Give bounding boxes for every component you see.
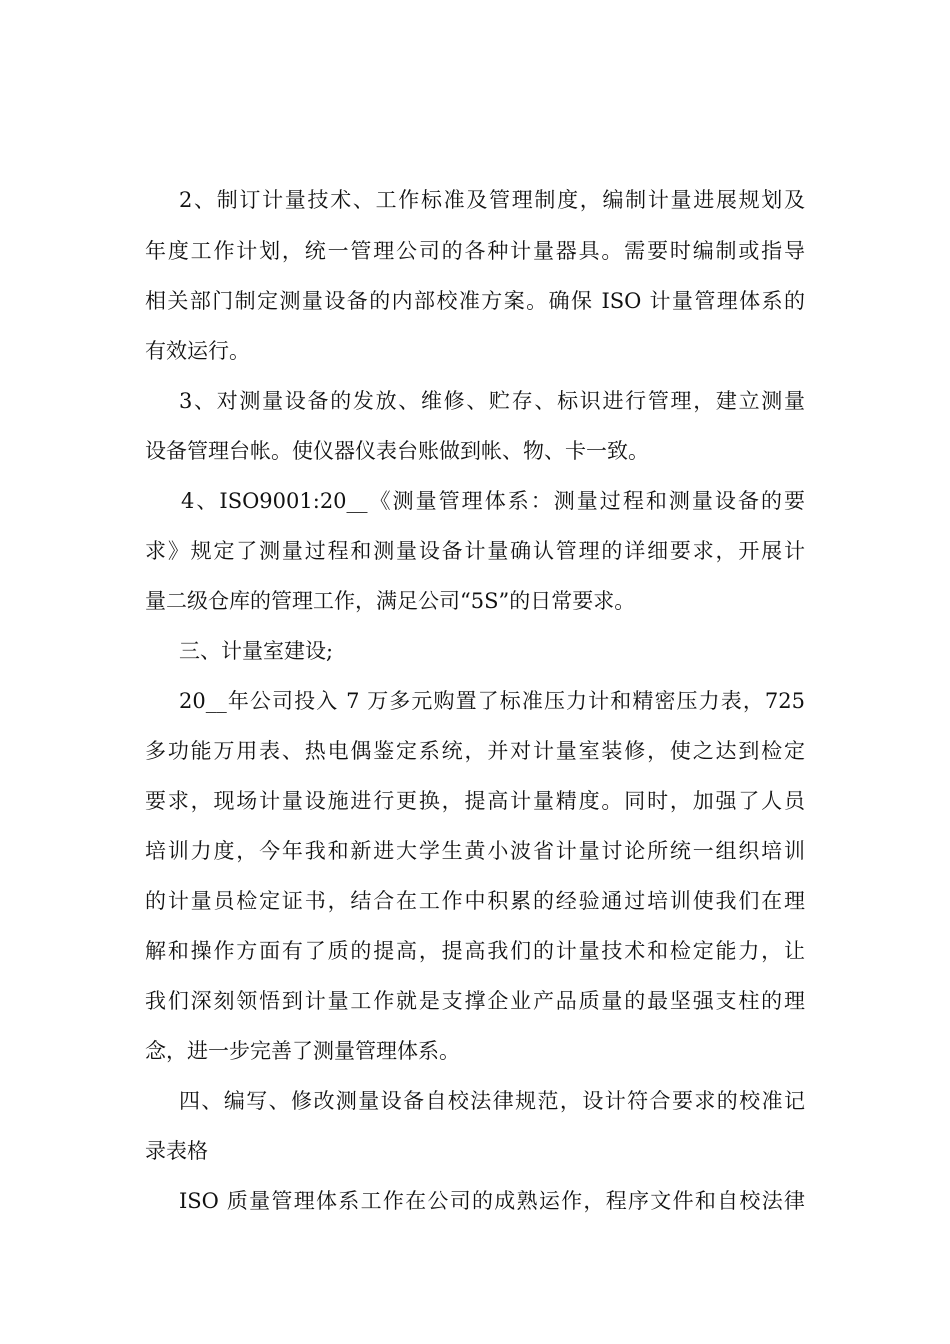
paragraph-line: 20__年公司投入 7 万多元购置了标准压力计和精密压力表，725 bbox=[179, 689, 805, 713]
section-heading-continued: 录表格 bbox=[145, 1139, 208, 1163]
paragraph-line: 有效运行。 bbox=[145, 339, 250, 363]
paragraph-line: 的计量员检定证书，结合在工作中积累的经验通过培训使我们在理 bbox=[145, 889, 805, 913]
paragraph-line: 年度工作计划，统一管理公司的各种计量器具。需要时编制或指导 bbox=[145, 239, 805, 263]
paragraph-line: ISO 质量管理体系工作在公司的成熟运作，程序文件和自校法律 bbox=[179, 1189, 805, 1213]
section-heading: 四、编写、修改测量设备自校法律规范，设计符合要求的校准记 bbox=[179, 1089, 805, 1113]
section-heading: 三、计量室建设; bbox=[179, 639, 334, 663]
paragraph-line: 设备管理台帐。使仪器仪表台账做到帐、物、卡一致。 bbox=[145, 439, 649, 463]
paragraph-line: 要求，现场计量设施进行更换，提高计量精度。同时，加强了人员 bbox=[145, 789, 805, 813]
paragraph-line: 解和操作方面有了质的提高，提高我们的计量技术和检定能力，让 bbox=[145, 939, 805, 963]
paragraph-line: 多功能万用表、热电偶鉴定系统，并对计量室装修，使之达到检定 bbox=[145, 739, 805, 763]
paragraph-line: 相关部门制定测量设备的内部校准方案。确保 ISO 计量管理体系的 bbox=[145, 289, 805, 313]
paragraph-line: 念，进一步完善了测量管理体系。 bbox=[145, 1039, 460, 1063]
paragraph-line: 求》规定了测量过程和测量设备计量确认管理的详细要求，开展计 bbox=[145, 539, 805, 563]
paragraph-line: 4、ISO9001:20__《测量管理体系：测量过程和测量设备的要 bbox=[181, 489, 805, 513]
paragraph-line: 3、对测量设备的发放、维修、贮存、标识进行管理，建立测量 bbox=[179, 389, 805, 413]
paragraph-line: 培训力度，今年我和新进大学生黄小波省计量讨论所统一组织培训 bbox=[145, 839, 805, 863]
paragraph-line: 量二级仓库的管理工作，满足公司“5S”的日常要求。 bbox=[145, 589, 636, 613]
paragraph-line: 我们深刻领悟到计量工作就是支撑企业产品质量的最坚强支柱的理 bbox=[145, 989, 805, 1013]
paragraph-line: 2、制订计量技术、工作标准及管理制度，编制计量进展规划及 bbox=[179, 188, 805, 212]
